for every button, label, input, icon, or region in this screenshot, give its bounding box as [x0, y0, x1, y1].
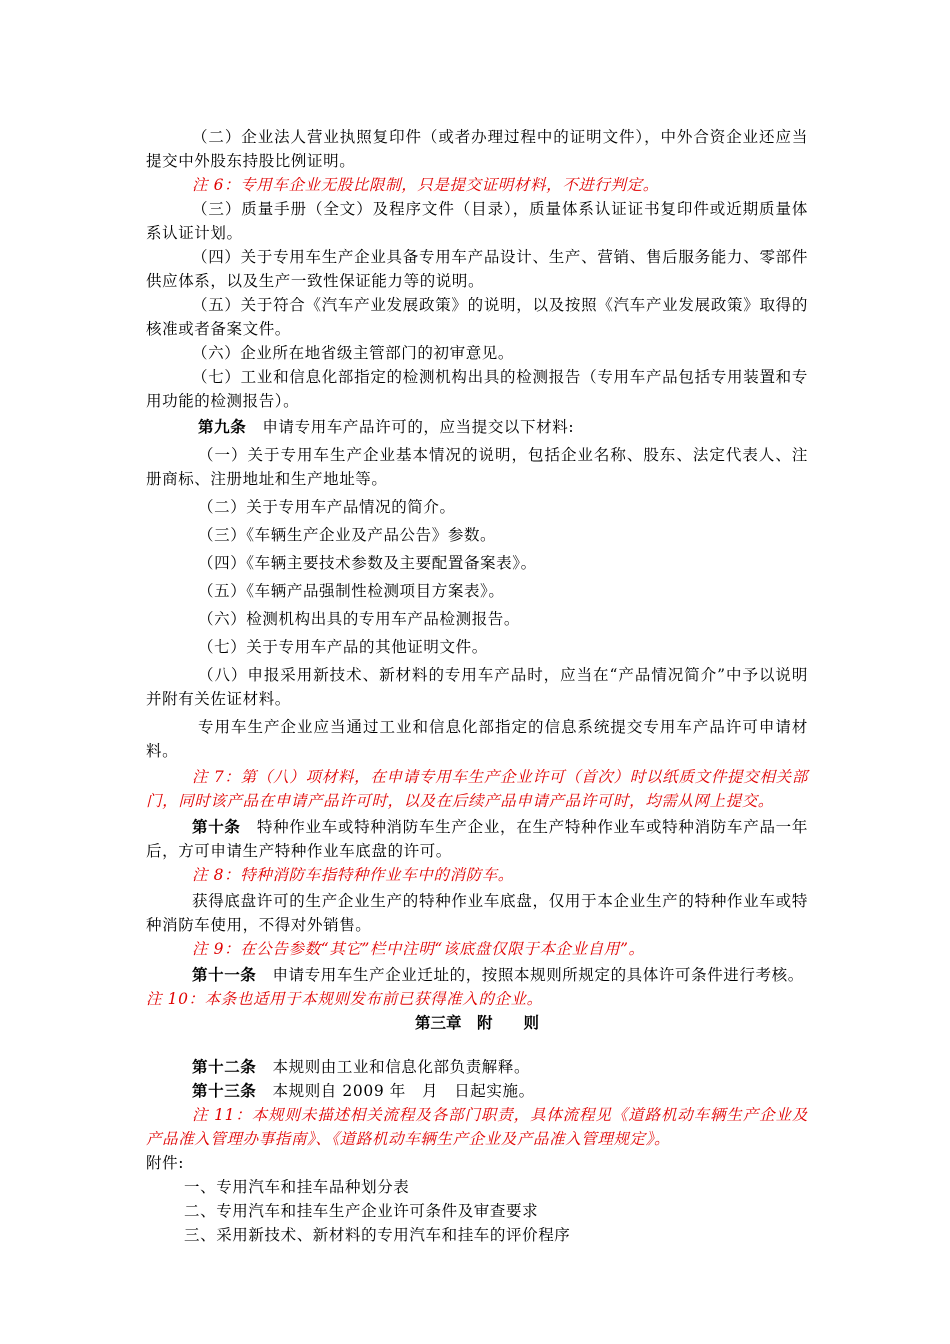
article-9 — [146, 415, 808, 439]
article-12-title: 第十二条 — [192, 1057, 257, 1076]
article-9-tail: 专用车生产企业应当通过工业和信息化部指定的信息系统提交专用车产品许可申请材料。 — [146, 718, 808, 760]
article-10-text: 特种作业车或特种消防车生产企业，在生产特种作业车或特种消防车产品一年后，方可申请生产特种作业车底盘的许可。 — [146, 818, 808, 860]
article-9-item-4: （四）《车辆主要技术参数及主要配置备案表》。 — [198, 554, 537, 572]
attachment-item-3: 三、采用新技术、新材料的专用汽车和挂车的评价程序 — [184, 1226, 571, 1244]
article-9-text: 申请专用车产品许可的，应当提交以下材料: — [246, 418, 575, 436]
article-10 — [146, 815, 808, 863]
chapter-3-heading: 第三章 附 则 — [414, 1013, 539, 1032]
attachment-item-1: 一、专用汽车和挂车品种划分表 — [184, 1178, 410, 1196]
article-9-item-5: （五）《车辆产品强制性检测项目方案表》。 — [198, 582, 505, 600]
article-11 — [146, 963, 808, 987]
article-9-item-7: （七）关于专用车产品的其他证明文件。 — [198, 638, 488, 656]
article-12-text: 本规则由工业和信息化部负责解释。 — [256, 1058, 531, 1076]
article-9-item-3: （三）《车辆生产企业及产品公告》参数。 — [198, 526, 497, 544]
paragraph-provincial-review: （六）企业所在地省级主管部门的初审意见。 — [192, 344, 515, 362]
article-9-title: 第九条 — [198, 417, 247, 436]
note-10: 注 10：本条也适用于本规则发布前已获得准入的企业。 — [146, 990, 543, 1008]
article-9-item-1: （一）关于专用车生产企业基本情况的说明，包括企业名称、股东、法定代表人、注册商标、注册地址和生产地址等。 — [146, 446, 808, 488]
article-11-title: 第十一条 — [192, 965, 257, 984]
document-body — [146, 125, 808, 1247]
article-13-text: 本规则自 2009 年 月 日起实施。 — [256, 1082, 535, 1100]
article-10-title: 第十条 — [192, 817, 241, 836]
article-13-title: 第十三条 — [192, 1081, 257, 1100]
article-9-item-6: （六）检测机构出具的专用车产品检测报告。 — [198, 610, 521, 628]
note-11: 注 11：本规则未描述相关流程及各部门职责，具体流程见《道路机动车辆生产企业及产品准入管理办事指南》、《道路机动车辆生产企业及产品准入管理规定》。 — [146, 1106, 808, 1148]
paragraph-capability: （四）关于专用车生产企业具备专用车产品设计、生产、营销、售后服务能力、零部件供应体系，以及生产一致性保证能力等的说明。 — [146, 248, 808, 290]
paragraph-quality-manual: （三）质量手册（全文）及程序文件（目录），质量体系认证证书复印件或近期质量体系认证计划。 — [146, 200, 808, 242]
attachments-label: 附件: — [146, 1154, 185, 1172]
note-7: 注 7：第（八）项材料，在申请专用车生产企业许可（首次）时以纸质文件提交相关部门，同时该产品在申请产品许可时，以及在后续产品申请产品许可时，均需从网上提交。 — [146, 768, 808, 810]
article-9-item-8: （八）申报采用新技术、新材料的专用车产品时，应当在“产品情况简介”中予以说明并附有关佐证材料。 — [146, 666, 808, 708]
paragraph-test-report: （七）工业和信息化部指定的检测机构出具的检测报告（专用车产品包括专用装置和专用功能的检测报告）。 — [146, 368, 808, 410]
note-8: 注 8：特种消防车指特种作业车中的消防车。 — [192, 866, 514, 884]
note-9: 注 9：在公告参数“其它”栏中注明“该底盘仅限于本企业自用”。 — [192, 940, 645, 958]
note-6: 注 6：专用车企业无股比限制，只是提交证明材料，不进行判定。 — [192, 176, 659, 194]
paragraph-policy: （五）关于符合《汽车产业发展政策》的说明，以及按照《汽车产业发展政策》取得的核准或者备案文件。 — [146, 296, 808, 338]
article-13 — [146, 1079, 808, 1103]
article-12 — [146, 1055, 808, 1079]
paragraph-business-license: （二）企业法人营业执照复印件（或者办理过程中的证明文件），中外合资企业还应当提交中外股东持股比例证明。 — [146, 128, 808, 170]
article-10-tail: 获得底盘许可的生产企业生产的特种作业车底盘，仅用于本企业生产的特种作业车或特种消防车使用，不得对外销售。 — [146, 892, 808, 934]
attachment-item-2: 二、专用汽车和挂车生产企业许可条件及审查要求 — [184, 1202, 539, 1220]
article-11-text: 申请专用车生产企业迁址的，按照本规则所规定的具体许可条件进行考核。 — [256, 966, 804, 984]
article-9-item-2: （二）关于专用车产品情况的简介。 — [198, 498, 456, 516]
